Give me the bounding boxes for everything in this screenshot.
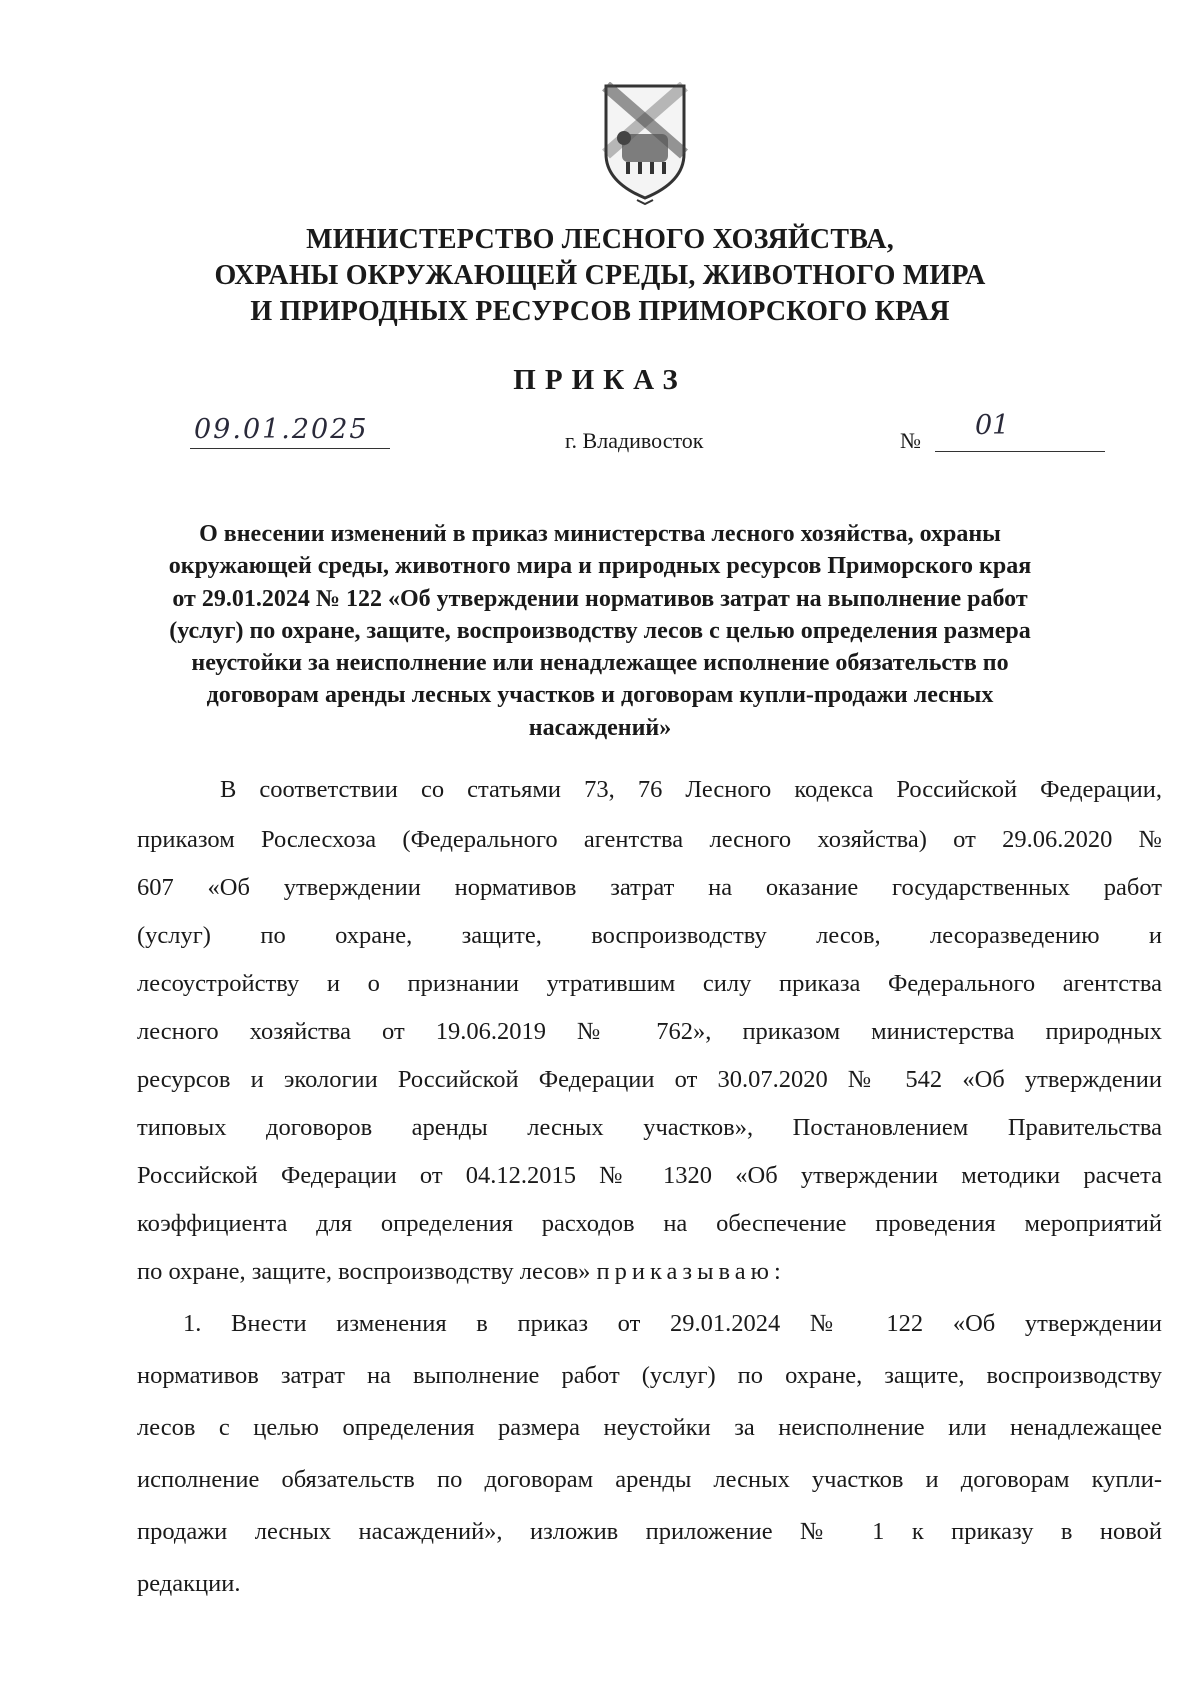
body-line: ресурсов и экологии Российской Федерации от 30.07.2020 № 542 «Об утверждении <box>137 1066 1162 1093</box>
preamble-end: по охране, защите, воспроизводству лесов» <box>137 1258 591 1285</box>
body-line: В соответствии со статьями 73, 76 Лесного кодекса Российской Федерации, <box>220 776 1162 803</box>
body-line: 607 «Об утверждении нормативов затрат на оказание государственных работ <box>137 874 1162 901</box>
subject-line: окружающей среды, животного мира и природных ресурсов Приморского края <box>168 553 1032 580</box>
subject-line: насаждений» <box>528 714 672 741</box>
item-line: 1. Внести изменения в приказ от 29.01.2024 № 122 «Об утверждении <box>183 1310 1162 1337</box>
number-sign: № <box>900 428 921 453</box>
body-line: (услуг) по охране, защите, воспроизводству лесов, лесоразведению и <box>137 922 1162 949</box>
ministry-line: И ПРИРОДНЫХ РЕСУРСОВ ПРИМОРСКОГО КРАЯ <box>250 296 950 327</box>
date-underline <box>190 448 390 449</box>
subject-line: договорам аренды лесных участков и договорам купли-продажи лесных <box>206 682 994 709</box>
item-line: продажи лесных насаждений», изложив приложение № 1 к приказу в новой <box>137 1518 1162 1545</box>
item-line: нормативов затрат на выполнение работ (услуг) по охране, защите, воспроизводству <box>137 1362 1162 1389</box>
subject-line: О внесении изменений в приказ министерства лесного хозяйства, охраны <box>199 521 1001 547</box>
item-line: исполнение обязательств по договорам аренды лесных участков и договорам купли- <box>137 1466 1162 1493</box>
body-line <box>137 1258 1162 1286</box>
order-word: приказываю: <box>596 1258 786 1285</box>
item-line: лесов с целью определения размера неустойки за неисполнение или ненадлежащее <box>137 1414 1162 1441</box>
document-subject <box>130 518 1070 744</box>
ministry-line: ОХРАНЫ ОКРУЖАЮЩЕЙ СРЕДЫ, ЖИВОТНОГО МИРА <box>214 260 986 291</box>
document-number: 01 <box>975 410 1010 441</box>
document-date: 09.01.2025 <box>194 414 369 445</box>
number-underline <box>935 451 1105 452</box>
ministry-line: МИНИСТЕРСТВО ЛЕСНОГО ХОЗЯЙСТВА, <box>306 224 894 255</box>
item-line: редакции. <box>137 1570 241 1597</box>
subject-line: неустойки за неисполнение или ненадлежащее исполнение обязательств по <box>191 650 1009 677</box>
body-line: коэффициента для определения расходов на обеспечение проведения мероприятий <box>137 1210 1162 1237</box>
body-line: лесного хозяйства от 19.06.2019 № 762», приказом министерства природных <box>137 1018 1162 1045</box>
document-city: г. Владивосток <box>565 428 704 453</box>
body-line: лесоустройству и о признании утратившим силу приказа Федерального агентства <box>137 970 1162 997</box>
body-line: Российской Федерации от 04.12.2015 № 1320 «Об утверждении методики расчета <box>137 1162 1162 1189</box>
subject-line: (услуг) по охране, защите, воспроизводству лесов с целью определения размера <box>169 617 1031 644</box>
subject-line: от 29.01.2024 № 122 «Об утверждении нормативов затрат на выполнение работ <box>172 585 1028 612</box>
coat-of-arms-icon <box>602 82 688 208</box>
ministry-name <box>150 222 1050 330</box>
body-line: типовых договоров аренды лесных участков», Постановлением Правительства <box>137 1114 1162 1141</box>
body-line: приказом Рослесхоза (Федерального агентства лесного хозяйства) от 29.06.2020 № <box>137 826 1162 853</box>
document-type: ПРИКАЗ <box>513 364 687 396</box>
